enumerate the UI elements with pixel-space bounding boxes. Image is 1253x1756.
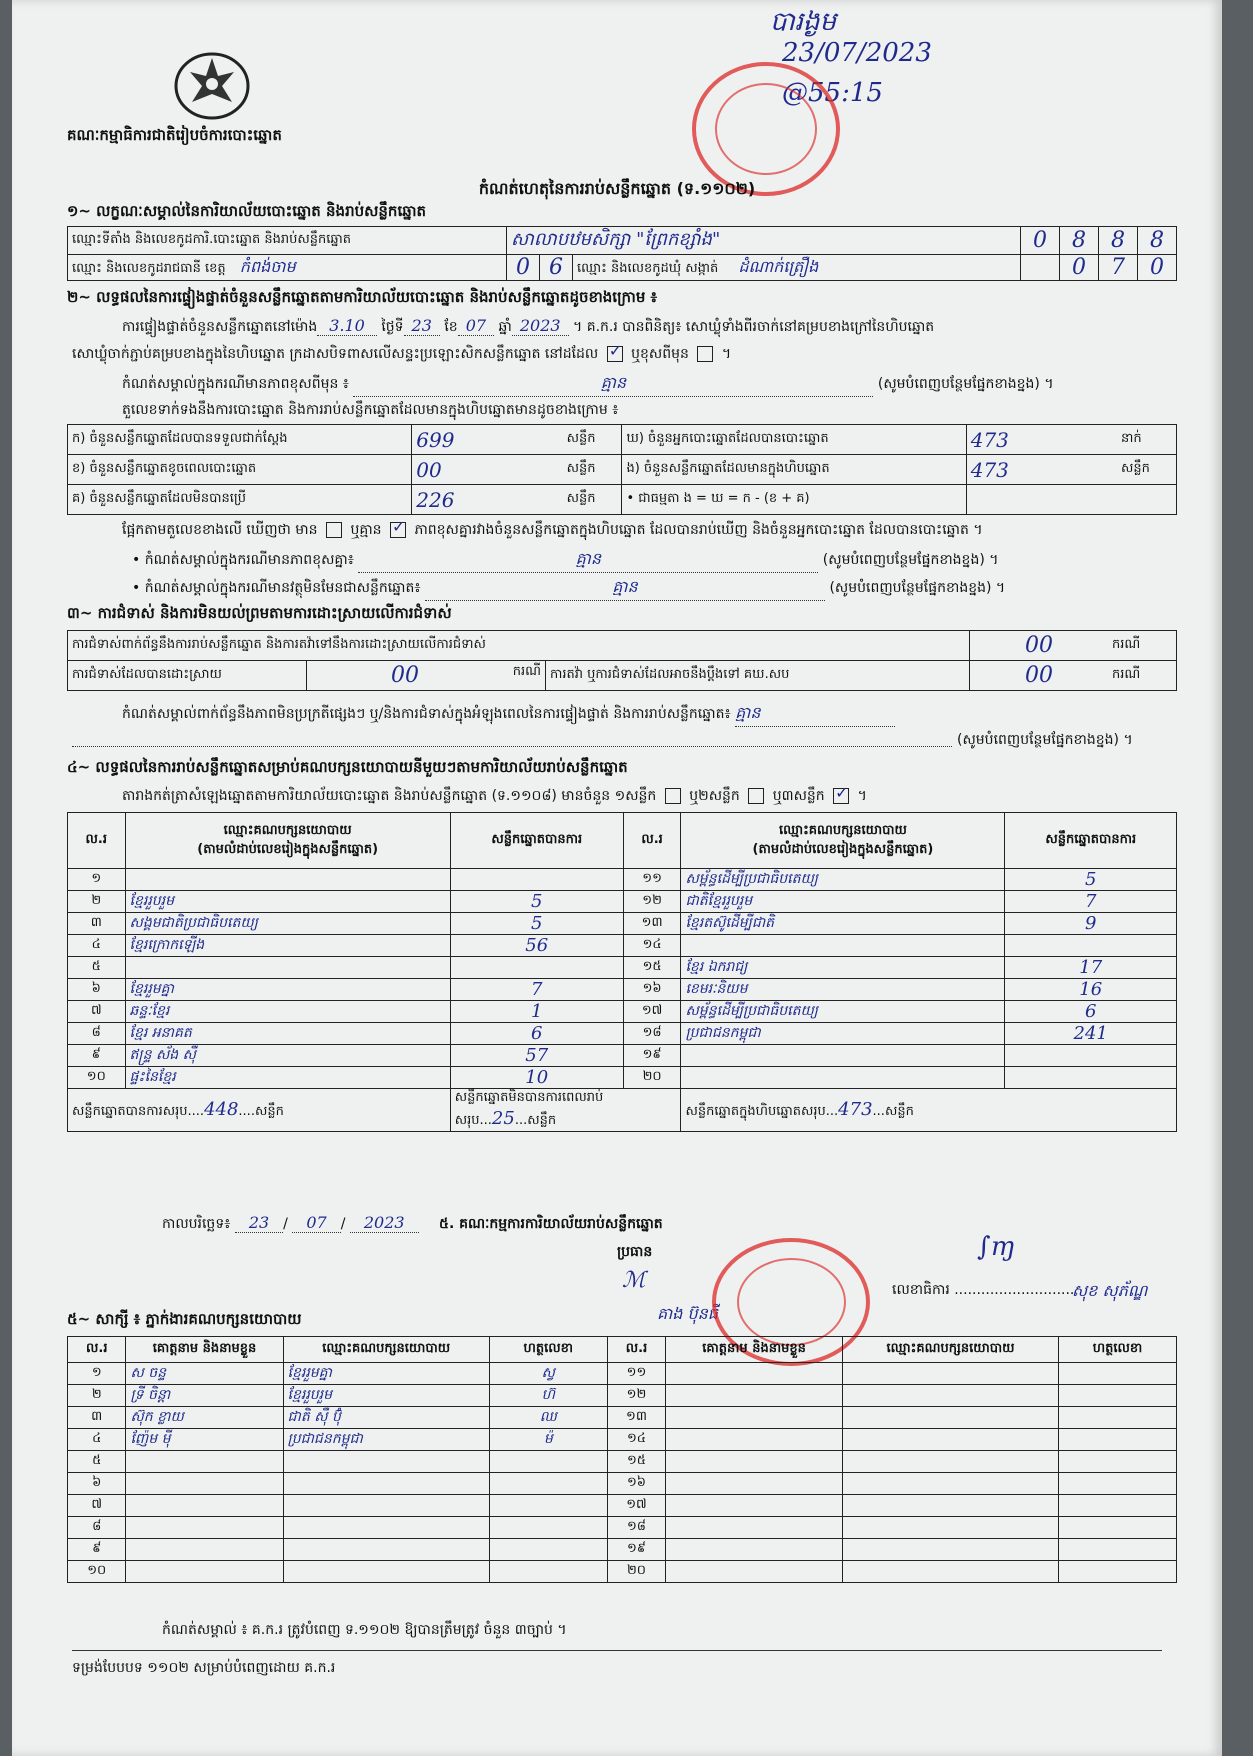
witness-row	[68, 1495, 1177, 1517]
party-row	[68, 1001, 1177, 1023]
witness-name	[666, 1539, 843, 1561]
witness-party: ជាតិ ស៊ឺ ប៊ុំ	[283, 1407, 489, 1429]
party-row	[68, 979, 1177, 1001]
witness-party	[283, 1561, 489, 1583]
chair-signature: ℳ	[622, 1268, 646, 1293]
ballot-left-label: ខ) ចំនួនសន្លឹកឆ្នោតខូចពេលបោះឆ្នោត	[68, 455, 412, 485]
row-number: ២០	[607, 1561, 665, 1583]
witness-name	[666, 1429, 843, 1451]
row-number: ១៦	[623, 979, 681, 1001]
ballot-right-unit: នាក់	[1117, 425, 1176, 455]
col-signature: ហត្ថលេខា	[489, 1337, 607, 1363]
row-number: ១០	[68, 1067, 126, 1089]
row-number: ៤	[68, 935, 126, 957]
code-digit: 8	[1060, 227, 1099, 255]
verify-day: 23	[404, 316, 440, 336]
row-number: ៦	[68, 1473, 126, 1495]
party-name: សង្គមជាតិប្រជាធិបតេយ្យ	[125, 913, 450, 935]
party-name: ខ្មែររួបរួម	[125, 891, 450, 913]
row-number: ១២	[623, 891, 681, 913]
witness-signature	[1059, 1385, 1177, 1407]
secretary-label: លេខាធិការ ...........................	[892, 1282, 1075, 1298]
row-number: ២	[68, 1385, 126, 1407]
party-votes: 16	[1005, 979, 1177, 1001]
party-votes: 6	[450, 1023, 623, 1045]
row-number: ១៦	[607, 1473, 665, 1495]
party-name: ខ្មែរ អនាគត	[125, 1023, 450, 1045]
bullet1-value: គ្មាន	[358, 548, 818, 573]
date-day: 23	[235, 1213, 283, 1233]
witness-name: ស៊ុក ខ្លាយ	[126, 1407, 283, 1429]
code-digit: 8	[1138, 227, 1177, 255]
witness-name: ញ៉ែម ម៉ី	[126, 1429, 283, 1451]
date-month: 07	[292, 1213, 340, 1233]
witness-row	[68, 1539, 1177, 1561]
witness-name	[666, 1561, 843, 1583]
ballot-right-unit: សន្លឹក	[1117, 455, 1176, 485]
party-votes	[450, 869, 623, 891]
witness-name	[126, 1561, 283, 1583]
party-row	[68, 957, 1177, 979]
row-number: ១១	[623, 869, 681, 891]
party-votes	[1005, 935, 1177, 957]
row-number: ២០	[623, 1067, 681, 1089]
ballot-count-row	[68, 425, 1177, 455]
witness-signature	[489, 1517, 607, 1539]
col-signature: ហត្ថលេខា	[1059, 1337, 1177, 1363]
witness-row	[68, 1517, 1177, 1539]
party-name	[125, 869, 450, 891]
party-row	[68, 1067, 1177, 1089]
verify-month: 07	[458, 316, 494, 336]
witness-signature	[1059, 1473, 1177, 1495]
ballot-left-unit: សន្លឹក	[563, 425, 622, 455]
ballot-right-label: • ជាធម្មតា ង = ឃ = ក - (ខ + គ)	[622, 485, 966, 515]
col-party: ឈ្មោះគណបក្សនយោបាយ (តាមលំដាប់លេខរៀងក្នុងសន្លឹកឆ្នោត)	[125, 813, 450, 869]
witness-signature: ម៉	[489, 1429, 607, 1451]
witness-signature	[489, 1539, 607, 1561]
discrepancy-line: ផ្អែកតាមតួលេខខាងលើ ឃើញថា មាន ឬគ្មាន ✓ ភាពខុសគ្នារវាងចំនួនសន្លឹកឆ្នោតក្នុងហិបឆ្នោត ដែលបានរាប់ឃើញ និងចំនួនអ្នកបោះឆ្នោត ដែលបានបោះឆ្នោត ។	[122, 520, 983, 541]
ballot-right-value	[966, 485, 1117, 515]
emblem-logo	[172, 50, 252, 122]
witness-signature: ហ៊	[489, 1385, 607, 1407]
date-year: 2023	[350, 1213, 419, 1233]
party-votes: 5	[1005, 869, 1177, 891]
party-votes	[1005, 1067, 1177, 1089]
complaints-table: ការជំទាស់ពាក់ព័ន្ធនឹងការរាប់សន្លឹកឆ្នោត និងការតវ៉ាទៅនឹងការដោះស្រាយលើការជំទាស់ 00 ករណី ការជំទាស់ដែលបានដោះស្រាយ 00 ករណី ការតវ៉ា ឬការជំទាស់ដែលអាចនឹងប្តឹងទៅ គឃ.សប 00 ករណី	[67, 630, 1177, 691]
witness-name	[666, 1473, 843, 1495]
ballot-right-unit	[1117, 485, 1176, 515]
section1-title: ១~ លក្ខណៈសម្គាល់នៃការិយាល័យបោះឆ្នោត និងរាប់សន្លឹកឆ្នោត	[67, 202, 427, 220]
sum-valid: សន្លឹកឆ្នោតបានការសរុប....448....សន្លឹក	[68, 1089, 451, 1132]
commune-code-digit: 0	[1060, 255, 1099, 281]
appeal-value: 00	[970, 661, 1109, 691]
witness-party	[842, 1473, 1058, 1495]
witness-party	[842, 1429, 1058, 1451]
row-number: ៧	[68, 1001, 126, 1023]
col-no: ល.រ	[607, 1337, 665, 1363]
witness-name	[126, 1495, 283, 1517]
location-label: ឈ្មោះទីតាំង និងលេខកូដការិ.បោះឆ្នោត និងរាប់សន្លឹកឆ្នោត	[68, 227, 507, 255]
witness-name	[666, 1517, 843, 1539]
witness-party	[842, 1385, 1058, 1407]
witness-signature	[1059, 1561, 1177, 1583]
party-votes: 1	[450, 1001, 623, 1023]
witness-name	[666, 1363, 843, 1385]
sum-invalid: សន្លឹកឆ្នោតមិនបានការពេលរាប់សរុប...25...សន្លឹក	[450, 1089, 681, 1132]
party-row	[68, 891, 1177, 913]
irregularity-suffix: (សូមបំពេញបន្ថែមផ្នែកខាងខ្នង) ។	[957, 732, 1133, 748]
sum-total: សន្លឹកឆ្នោតក្នុងហិបឆ្នោតសរុប...473...សន្លឹក	[681, 1089, 1177, 1132]
row-number: ៣	[68, 913, 126, 935]
party-name	[681, 1045, 1005, 1067]
witness-row	[68, 1429, 1177, 1451]
bullet2-line: • កំណត់សម្គាល់ក្នុងករណីមានវត្ថុមិនមែនជាសន្លឹកឆ្នោត៖ គ្មាន (សូមបំពេញបន្ថែមផ្នែកខាងខ្នង) ។	[132, 576, 1182, 601]
irregularity-note: កំណត់សម្គាល់ពាក់ព័ន្ធនឹងភាពមិនប្រក្រតីផ្សេងៗ ឬ/និងការជំទាស់ក្នុងអំឡុងពេលនៃការផ្ទៀងផ្ទាត់ និងការរាប់សន្លឹកឆ្នោត៖ គ្មាន	[122, 702, 895, 727]
section3-title: ៣~ ការជំទាស់ និងការមិនយល់ព្រមតាមការដោះស្រាយលើការជំទាស់	[67, 604, 452, 622]
witness-row	[68, 1473, 1177, 1495]
complaints-value: 00	[970, 631, 1109, 661]
witness-signature	[1059, 1451, 1177, 1473]
witness-row	[68, 1451, 1177, 1473]
row-number: ១៣	[623, 913, 681, 935]
three-sheet-checkbox[interactable]	[833, 788, 849, 804]
row-number: ៧	[68, 1495, 126, 1517]
row-number: ១៨	[607, 1517, 665, 1539]
party-name	[125, 957, 450, 979]
commune-code-digit: 7	[1099, 255, 1138, 281]
row-number: ២	[68, 891, 126, 913]
witness-row	[68, 1363, 1177, 1385]
witness-party	[842, 1363, 1058, 1385]
chair-name: គាង ប៊ុនធី	[657, 1304, 718, 1323]
sum-total-value: 473	[838, 1098, 873, 1120]
secretary-name: សុខ សុភ័ណ្ឌ	[1072, 1281, 1148, 1300]
witness-party	[842, 1407, 1058, 1429]
province-code-digit: 6	[540, 255, 573, 281]
witness-party	[283, 1473, 489, 1495]
party-name	[681, 1067, 1005, 1089]
ballot-right-value: 473	[966, 425, 1117, 455]
two-sheet-checkbox[interactable]	[748, 788, 764, 804]
party-votes	[450, 957, 623, 979]
col-party: ឈ្មោះគណបក្សនយោបាយ	[842, 1337, 1058, 1363]
witness-signature: ស្វ	[489, 1363, 607, 1385]
row-number: ១៧	[623, 1001, 681, 1023]
party-name: ខ្មែរ ឯករាជ្យ	[681, 957, 1005, 979]
top-time: @55:15	[782, 78, 883, 108]
party-name: ឥន្ទ្រ ស័ង ស៊ឺ	[125, 1045, 450, 1067]
chair-label: ប្រធាន	[617, 1244, 653, 1260]
commune-value: ដំណាក់ត្រឿង	[738, 256, 819, 276]
witness-name	[126, 1473, 283, 1495]
col-votes: សន្លឹកឆ្នោតបានការ	[1005, 813, 1177, 869]
witness-name	[666, 1407, 843, 1429]
party-votes: 9	[1005, 913, 1177, 935]
witness-row	[68, 1561, 1177, 1583]
irregularity-value: គ្មាន	[735, 702, 895, 727]
witness-name: ទ្រី ចិន្តា	[126, 1385, 283, 1407]
party-votes: 10	[450, 1067, 623, 1089]
witness-name	[126, 1451, 283, 1473]
party-results-table	[67, 812, 1177, 1132]
party-name: ប្រជាជនកម្ពុជា	[681, 1023, 1005, 1045]
party-name: ខេមរៈនិយម	[681, 979, 1005, 1001]
party-votes: 17	[1005, 957, 1177, 979]
witness-signature	[489, 1473, 607, 1495]
row-number: ៥	[68, 1451, 126, 1473]
unchanged-checkbox[interactable]	[607, 346, 623, 362]
witness-signature: ឈ	[489, 1407, 607, 1429]
ballot-left-value: 226	[412, 485, 563, 515]
ballot-left-label: ក) ចំនួនសន្លឹកឆ្នោតដែលបានទទួលជាក់ស្តែង	[68, 425, 412, 455]
party-votes: 5	[450, 891, 623, 913]
party-row	[68, 869, 1177, 891]
witness-party	[842, 1539, 1058, 1561]
diff-note-value: គ្មាន	[353, 372, 873, 397]
party-name: សម្ព័ន្ធដើម្បីប្រជាធិបតេយ្យ	[681, 869, 1005, 891]
party-name: សម្ព័ន្ធដើម្បីប្រជាធិបតេយ្យ	[681, 1001, 1005, 1023]
commune-label: ឈ្មោះ និងលេខកូដឃុំ សង្កាត់ ដំណាក់ត្រឿង	[573, 255, 1021, 281]
footnote: កំណត់សម្គាល់ ៖ គ.ក.រ ត្រូវបំពេញ ទ.១១០២ ឱ្យបានត្រឹមត្រូវ ចំនួន ៣ច្បាប់ ។	[162, 1622, 567, 1638]
sum-valid-value: 448	[204, 1098, 239, 1120]
party-votes: 57	[450, 1045, 623, 1067]
party-row	[68, 913, 1177, 935]
row-number: ១៥	[623, 957, 681, 979]
witness-signature	[489, 1561, 607, 1583]
sheets-line: តារាងកត់ត្រាសំឡេងឆ្នោតតាមការិយាល័យបោះឆ្នោត និងរាប់សន្លឹកឆ្នោត (ទ.១១០៨) មានចំនួន ១សន្លឹក ឬ២សន្លឹក ឬ៣សន្លឹក ✓ ។	[122, 786, 867, 807]
party-name: ខ្មែររួមគ្នា	[125, 979, 450, 1001]
secretary-signature: ∫ɱ	[977, 1232, 1016, 1262]
page-title: កំណត់ហេតុនៃការរាប់សន្លឹកឆ្នោត (ទ.១១០២)	[478, 179, 756, 198]
witness-name	[126, 1517, 283, 1539]
dotted-line	[72, 730, 952, 747]
top-note: បារង្ងម	[770, 7, 837, 37]
official-stamp-top	[692, 62, 840, 196]
col-no: ល.រ	[68, 1337, 126, 1363]
witness-signature	[489, 1451, 607, 1473]
party-votes: 5	[450, 913, 623, 935]
col-party: ឈ្មោះគណបក្សនយោបាយ	[283, 1337, 489, 1363]
verify-year: 2023	[512, 316, 569, 336]
row-number: ៨	[68, 1023, 126, 1045]
row-number: ១៥	[607, 1451, 665, 1473]
row-number: ១១	[607, 1363, 665, 1385]
party-votes: 7	[1005, 891, 1177, 913]
ballot-count-row	[68, 455, 1177, 485]
row-number: ៦	[68, 979, 126, 1001]
seal-line: សោឃ្លុំចាក់ភ្ជាប់គម្របខាងក្នុងនៃហិបឆ្នោត ក្រដាសបិទពាសលើសន្ទះប្រឡោះសិកសន្លឹកឆ្នោត នៅដដែល ✓ ឬខុសពីមុន ។	[72, 344, 731, 365]
witness-signature	[1059, 1495, 1177, 1517]
party-votes: 56	[450, 935, 623, 957]
row-number: ១	[68, 1363, 126, 1385]
row-number: ៨	[68, 1517, 126, 1539]
section5-title: ៥~ សាក្សី ៖ ភ្នាក់ងារគណបក្សនយោបាយ	[67, 1310, 302, 1328]
party-row	[68, 1045, 1177, 1067]
witness-signature	[489, 1495, 607, 1517]
complaints-label: ការជំទាស់ពាក់ព័ន្ធនឹងការរាប់សន្លឹកឆ្នោត និងការតវ៉ាទៅនឹងការដោះស្រាយលើការជំទាស់	[68, 631, 970, 661]
ballot-right-label: ឃ) ចំនួនអ្នកបោះឆ្នោតដែលបានបោះឆ្នោត	[622, 425, 966, 455]
witness-table	[67, 1336, 1177, 1583]
divider	[72, 1650, 1162, 1651]
witness-row	[68, 1407, 1177, 1429]
has-discrepancy-checkbox[interactable]	[326, 522, 342, 538]
no-discrepancy-checkbox[interactable]	[390, 522, 406, 538]
party-votes	[1005, 1045, 1177, 1067]
org-name: គណៈកម្មាធិការជាតិរៀបចំការបោះឆ្នោត	[67, 126, 282, 144]
witness-party	[283, 1539, 489, 1561]
province-value: កំពង់ចាម	[239, 256, 296, 276]
witness-party	[842, 1495, 1058, 1517]
party-votes: 7	[450, 979, 623, 1001]
one-sheet-checkbox[interactable]	[665, 788, 681, 804]
party-row	[68, 1023, 1177, 1045]
party-name: ខ្មែរតស៊ូដើម្បីជាតិ	[681, 913, 1005, 935]
ballot-right-value: 473	[966, 455, 1117, 485]
row-number: ១៩	[623, 1045, 681, 1067]
witness-row	[68, 1385, 1177, 1407]
witness-party	[283, 1495, 489, 1517]
row-number: ១៤	[623, 935, 681, 957]
ballot-right-label: ង) ចំនួនសន្លឹកឆ្នោតដែលមានក្នុងហិបឆ្នោត	[622, 455, 966, 485]
col-name: គោត្តនាម និងនាមខ្លួន	[126, 1337, 283, 1363]
province-label: ឈ្មោះ និងលេខកូដរាជធានី ខេត្ត កំពង់ចាម	[68, 255, 507, 281]
code-digit: 0	[1021, 227, 1060, 255]
row-number: ៤	[68, 1429, 126, 1451]
witness-signature	[1059, 1517, 1177, 1539]
row-number: ១៤	[607, 1429, 665, 1451]
ballot-count-table	[67, 424, 1177, 515]
resolved-label: ការជំទាស់ដែលបានដោះស្រាយ	[68, 661, 307, 691]
witness-party	[842, 1561, 1058, 1583]
form-note: ទម្រង់បែបបទ ១១០២ សម្រាប់បំពេញដោយ គ.ក.រ	[72, 1660, 336, 1676]
row-number: ១៨	[623, 1023, 681, 1045]
witness-name	[126, 1539, 283, 1561]
commune-code-digit: 0	[1138, 255, 1177, 281]
party-name	[681, 935, 1005, 957]
witness-party	[842, 1517, 1058, 1539]
witness-party: ខ្មែររួបរួម	[283, 1385, 489, 1407]
witness-party: ខ្មែររួមគ្នា	[283, 1363, 489, 1385]
party-row	[68, 935, 1177, 957]
date-line: កាលបរិច្ឆេទ៖ 23 / 07 / 2023 ៥. គណៈកម្មការការិយាល័យរាប់សន្លឹកឆ្នោត	[162, 1213, 663, 1232]
top-date: 23/07/2023	[782, 38, 932, 68]
witness-name	[666, 1495, 843, 1517]
row-number: ១២	[607, 1385, 665, 1407]
location-value: សាលាបឋមសិក្សា "ព្រែកខ្សាំង"	[507, 227, 1021, 255]
province-code-digit: 0	[507, 255, 540, 281]
appeal-label: ការតវ៉ា ឬការជំទាស់ដែលអាចនឹងប្តឹងទៅ គឃ.សប	[546, 661, 970, 691]
section2-title: ២~ លទ្ធផលនៃការផ្ទៀងផ្ទាត់ចំនួនសន្លឹកឆ្នោតតាមការិយាល័យបោះឆ្នោត និងរាប់សន្លឹកឆ្នោតដូចខាងក្រោម ៖	[67, 288, 658, 306]
document-page	[12, 0, 1222, 1756]
verify-line: ការផ្ទៀងផ្ទាត់ចំនួនសន្លឹកឆ្នោតនៅម៉ោង 3.10 ថ្ងៃទី 23 ខែ 07 ឆ្នាំ 2023 ។ គ.ក.រ បានពិនិត្យ៖ សោឃ្លុំទាំងពីរចាក់នៅគម្របខាងក្រៅនៃហិបឆ្នោត	[122, 316, 935, 335]
row-number: ១០	[68, 1561, 126, 1583]
bullet1-line: • កំណត់សម្គាល់ក្នុងករណីមានភាពខុសគ្នា៖ គ្មាន (សូមបំពេញបន្ថែមផ្នែកខាងខ្នង) ។	[132, 548, 1182, 573]
row-number: ១៩	[607, 1539, 665, 1561]
verify-hour: 3.10	[317, 316, 377, 336]
row-number: ៩	[68, 1539, 126, 1561]
witness-party	[283, 1451, 489, 1473]
party-name: ផ្ទះនៃខ្មែរ	[125, 1067, 450, 1089]
witness-party	[283, 1517, 489, 1539]
row-number: ៥	[68, 957, 126, 979]
party-name: ខ្មែរក្រោកឡើង	[125, 935, 450, 957]
witness-party: ប្រជាជនកម្ពុជា	[283, 1429, 489, 1451]
ballot-count-row	[68, 485, 1177, 515]
row-number: ៣	[68, 1407, 126, 1429]
witness-name	[666, 1385, 843, 1407]
witness-signature	[1059, 1407, 1177, 1429]
code-digit: 8	[1099, 227, 1138, 255]
table-intro: តួលេខទាក់ទងនឹងការបោះឆ្នោត និងការរាប់សន្លឹកឆ្នោតដែលមានក្នុងហិបឆ្នោតមានដូចខាងក្រោម ៖	[122, 402, 619, 418]
changed-checkbox[interactable]	[697, 346, 713, 362]
diff-note-line: កំណត់សម្គាល់ក្នុងករណីមានភាពខុសពីមុន ៖ គ្មាន (សូមបំពេញបន្ថែមផ្នែកខាងខ្នង) ។	[122, 372, 1182, 397]
witness-signature	[1059, 1539, 1177, 1561]
sum-invalid-value: 25	[491, 1108, 515, 1129]
witness-name: ស ចន្ទ	[126, 1363, 283, 1385]
section4-title: ៤~ លទ្ធផលនៃការរាប់សន្លឹកឆ្នោតសម្រាប់គណបក្សនយោបាយនីមួយៗតាមការិយាល័យរាប់សន្លឹកឆ្នោត	[67, 758, 628, 776]
witness-party	[842, 1451, 1058, 1473]
witness-name	[666, 1451, 843, 1473]
resolved-value: 00	[391, 663, 419, 688]
ballot-left-unit: សន្លឹក	[563, 455, 622, 485]
ballot-left-unit: សន្លឹក	[563, 485, 622, 515]
ballot-left-label: គ) ចំនួនសន្លឹកឆ្នោតដែលមិនបានប្រើ	[68, 485, 412, 515]
witness-signature	[1059, 1429, 1177, 1451]
party-name: ជាតិខ្មែររួបរួម	[681, 891, 1005, 913]
col-no: ល.រ	[623, 813, 681, 869]
row-number: ១	[68, 869, 126, 891]
col-name: គោត្តនាម និងនាមខ្លួន	[666, 1337, 843, 1363]
row-number: ៩	[68, 1045, 126, 1067]
party-votes: 6	[1005, 1001, 1177, 1023]
ballot-left-value: 699	[412, 425, 563, 455]
row-number: ១៣	[607, 1407, 665, 1429]
party-votes: 241	[1005, 1023, 1177, 1045]
col-votes: សន្លឹកឆ្នោតបានការ	[450, 813, 623, 869]
ballot-left-value: 00	[412, 455, 563, 485]
row-number: ១៧	[607, 1495, 665, 1517]
col-party: ឈ្មោះគណបក្សនយោបាយ (តាមលំដាប់លេខរៀងក្នុងសន្លឹកឆ្នោត)	[681, 813, 1005, 869]
section1-table	[67, 226, 1177, 281]
col-no: ល.រ	[68, 813, 126, 869]
bullet2-value: គ្មាន	[425, 576, 825, 601]
witness-signature	[1059, 1363, 1177, 1385]
party-name: ឆន្ទៈខ្មែរ	[125, 1001, 450, 1023]
